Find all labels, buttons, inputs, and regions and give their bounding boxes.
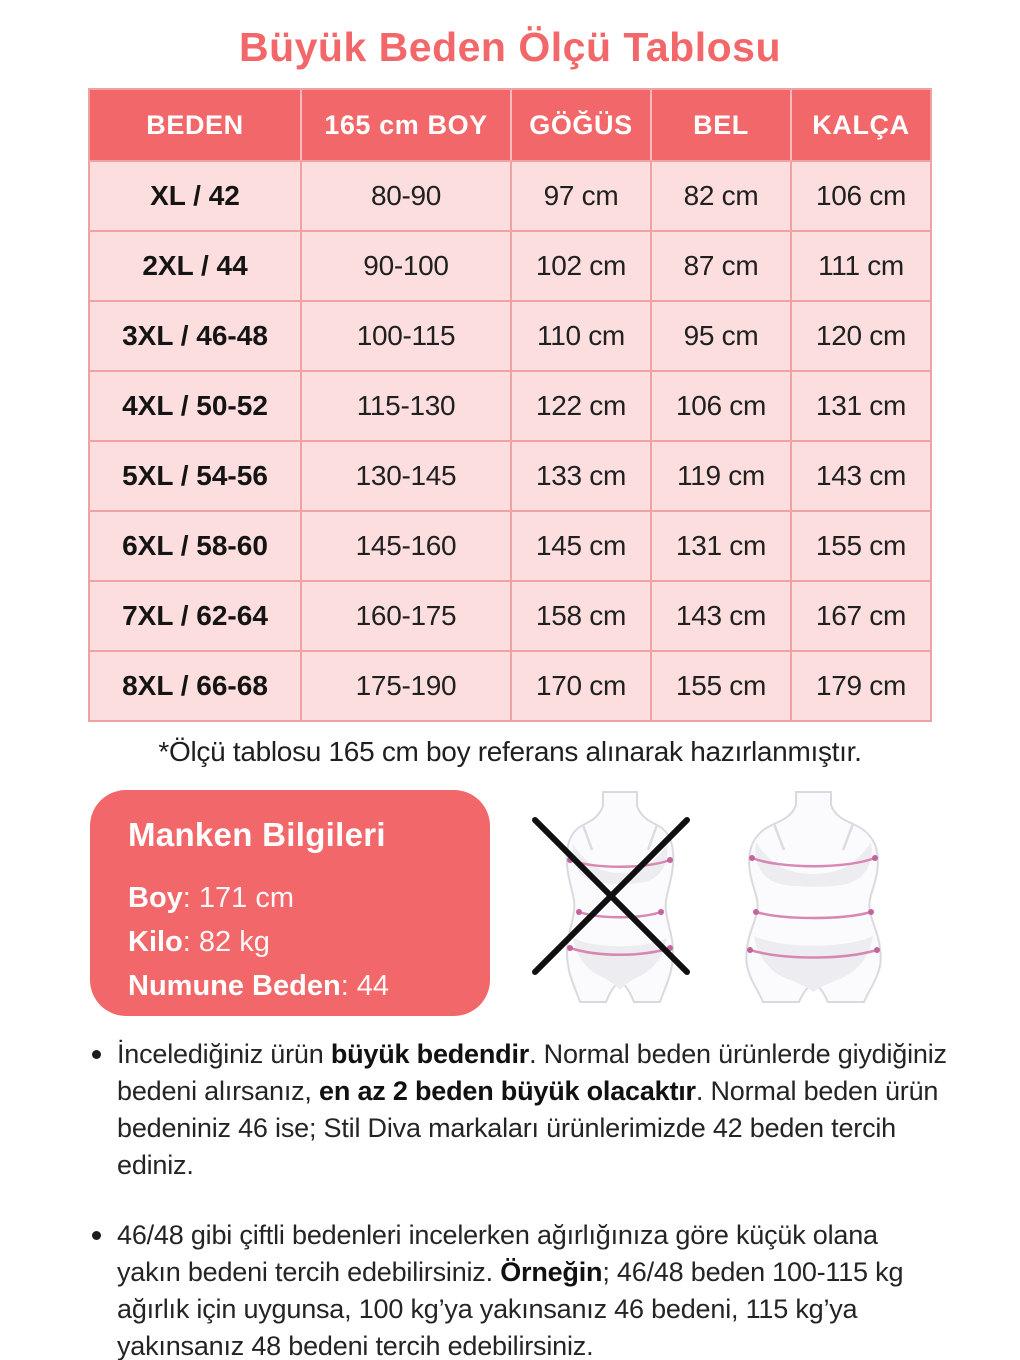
value-cell: 115-130 <box>300 370 510 440</box>
model-info-title: Manken Bilgileri <box>128 816 386 853</box>
value-cell: 133 cm <box>510 440 650 510</box>
value-cell: 100-115 <box>300 300 510 370</box>
plus-body-svg <box>726 792 901 1004</box>
note-item: 46/48 gibi çiftli bedenleri incelerken ağırlığınıza göre küçük olana yakın bedeni tercih edebilirsiniz. Örneğin; 46/48 beden 100-115 kg ağırlık için uygunsa, 100 kg’ya yakınsanız 46 bedeni, 115 kg’ya yakınsanız 48 bedeni tercih edebilirsiniz. <box>85 1217 947 1360</box>
value-cell: 120 cm <box>790 300 930 370</box>
model-info-label: Boy <box>128 882 183 914</box>
model-info-row <box>128 876 454 920</box>
size-cell: 2XL / 44 <box>90 230 300 300</box>
size-cell: 4XL / 50-52 <box>90 370 300 440</box>
note-item: İncelediğiniz ürün büyük bedendir. Normal beden ürünlerde giydiğiniz bedeni alırsanız, en az 2 beden büyük olacaktır. Normal beden ürün bedeniniz 46 ise; Stil Diva markaları ürünlerimizde 42 beden tercih ediniz. <box>85 1036 947 1184</box>
header-cell: KALÇA <box>790 90 930 160</box>
value-cell: 179 cm <box>790 650 930 720</box>
value-cell: 167 cm <box>790 580 930 650</box>
value-cell: 95 cm <box>650 300 790 370</box>
value-cell: 145-160 <box>300 510 510 580</box>
size-cell: 6XL / 58-60 <box>90 510 300 580</box>
value-cell: 111 cm <box>790 230 930 300</box>
value-cell: 175-190 <box>300 650 510 720</box>
value-cell: 102 cm <box>510 230 650 300</box>
value-cell: 87 cm <box>650 230 790 300</box>
model-info-label: Numune Beden <box>128 970 341 1002</box>
page-title: Büyük Beden Ölçü Tablosu <box>238 24 782 70</box>
size-cell: XL / 42 <box>90 160 300 230</box>
value-cell: 145 cm <box>510 510 650 580</box>
model-info-label: Kilo <box>128 926 183 958</box>
size-cell: 5XL / 54-56 <box>90 440 300 510</box>
header-cell: GÖĞÜS <box>510 90 650 160</box>
header-cell: BEDEN <box>90 90 300 160</box>
value-cell: 155 cm <box>790 510 930 580</box>
value-cell: 160-175 <box>300 580 510 650</box>
model-info-value: : 171 cm <box>182 882 295 914</box>
model-info-row <box>128 964 454 1008</box>
header-cell: 165 cm BOY <box>300 90 510 160</box>
body-figures <box>540 792 901 1004</box>
slim-body-crossed-out-icon <box>540 792 700 1004</box>
value-cell: 130-145 <box>300 440 510 510</box>
value-cell: 119 cm <box>650 440 790 510</box>
model-info-lines <box>128 876 454 1008</box>
value-cell: 90-100 <box>300 230 510 300</box>
model-info-value: : 44 <box>340 970 390 1002</box>
model-info-row <box>128 920 454 964</box>
value-cell: 122 cm <box>510 370 650 440</box>
value-cell: 82 cm <box>650 160 790 230</box>
size-cell: 7XL / 62-64 <box>90 580 300 650</box>
value-cell: 110 cm <box>510 300 650 370</box>
value-cell: 158 cm <box>510 580 650 650</box>
size-cell: 3XL / 46-48 <box>90 300 300 370</box>
value-cell: 170 cm <box>510 650 650 720</box>
value-cell: 143 cm <box>650 580 790 650</box>
value-cell: 97 cm <box>510 160 650 230</box>
size-table <box>88 88 932 722</box>
notes-list <box>85 1036 947 1360</box>
value-cell: 106 cm <box>790 160 930 230</box>
plus-size-body-measured-icon <box>726 792 901 1004</box>
model-info-value: : 82 kg <box>182 926 270 958</box>
size-cell: 8XL / 66-68 <box>90 650 300 720</box>
value-cell: 155 cm <box>650 650 790 720</box>
value-cell: 143 cm <box>790 440 930 510</box>
value-cell: 131 cm <box>650 510 790 580</box>
value-cell: 106 cm <box>650 370 790 440</box>
value-cell: 80-90 <box>300 160 510 230</box>
table-footnote: *Ölçü tablosu 165 cm boy referans alınarak hazırlanmıştır. <box>158 736 862 767</box>
model-info-card <box>90 790 490 1016</box>
value-cell: 131 cm <box>790 370 930 440</box>
header-cell: BEL <box>650 90 790 160</box>
slim-body-svg <box>540 792 700 1004</box>
